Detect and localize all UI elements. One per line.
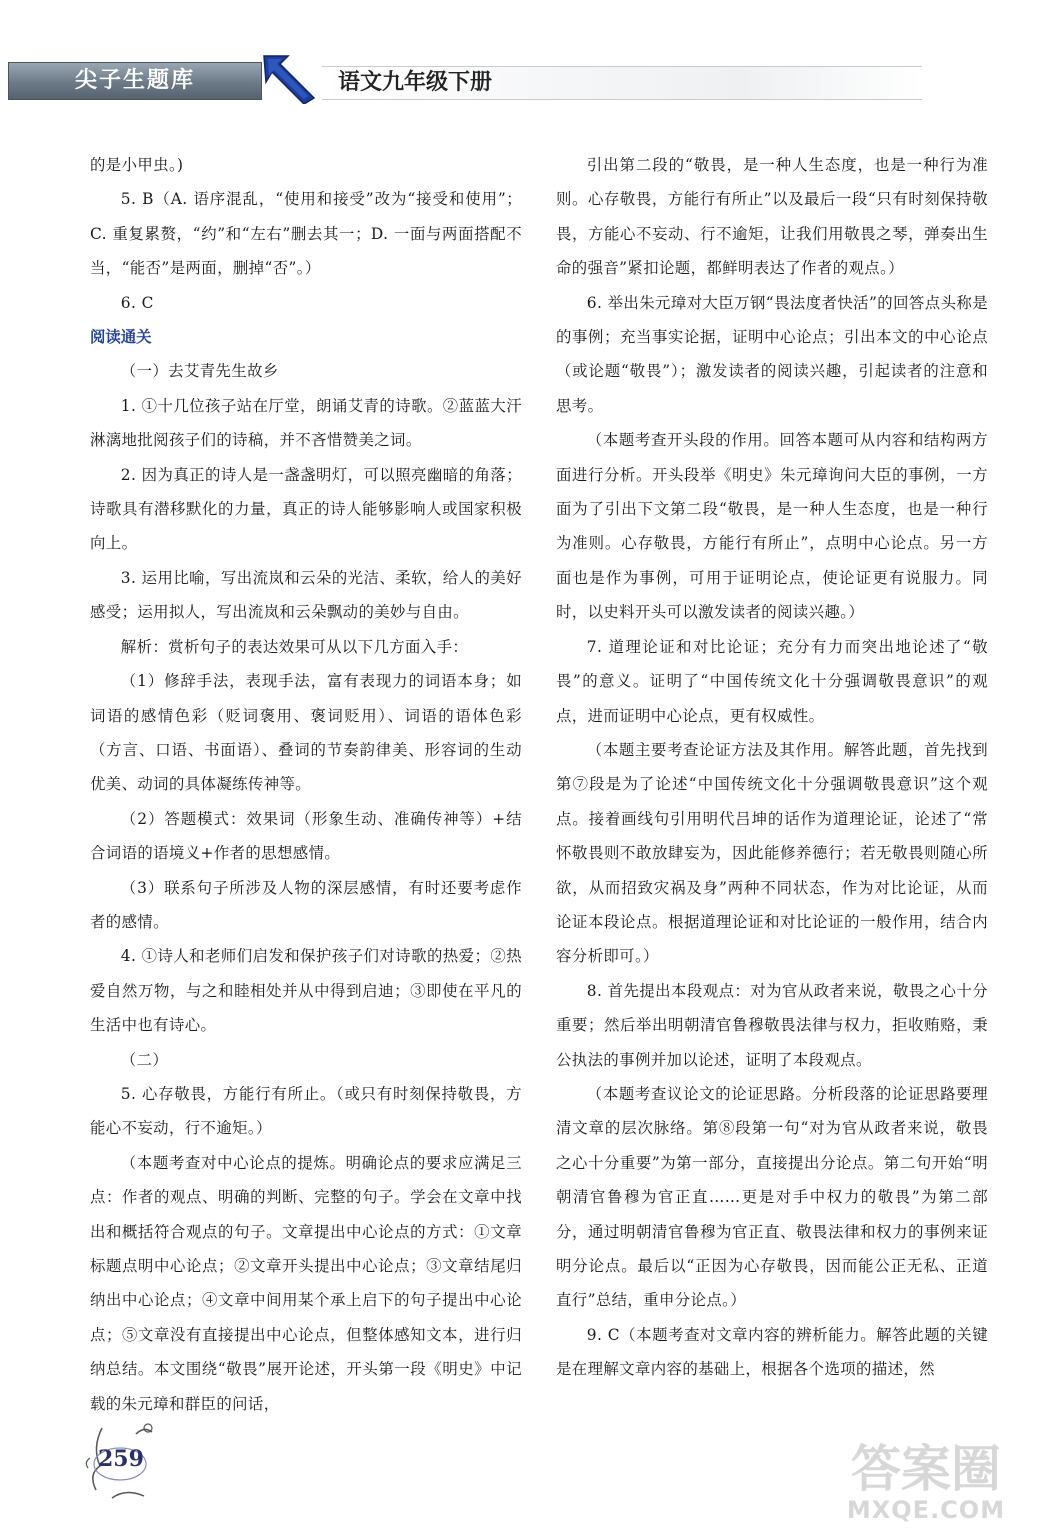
answer-paragraph: 9. C（本题考查对文章内容的辨析能力。解答此题的关键是在理解文章内容的基础上，根据各个选项的描述，然	[556, 1325, 988, 1379]
answer-paragraph: （本题考查议论文的论证思路。分析段落的论证思路要理清文章的层次脉络。第⑧段第一句“对为官从政者来说，敬畏之心十分重要”为第一部分，直接提出分论点。第二句开始“明朝清官鲁穆为官正直……更是对手中权力的敬畏”为第二部分，通过明朝清官鲁穆为官正直、敬畏法律和权力的事例来证明分论点。最后以“正因为心存敬畏，因而能公正无私、正道直行”总结，重申分论点。）	[556, 1084, 988, 1310]
subject-title: 语文九年级下册	[338, 70, 493, 95]
answer-paragraph: 引出第二段的“敬畏，是一种人生态度，也是一种行为准则。心存敬畏，方能行有所止”以及最后一段“只有时刻保持敬畏，方能心不妄动、行不逾矩，让我们用敬畏之琴，弹奏出生命的强音”紧扣论题，都鲜明表达了作者的观点。）	[556, 156, 988, 278]
page-number: 259	[98, 1446, 144, 1472]
brand-banner	[8, 62, 262, 100]
answer-paragraph: （二）	[120, 1050, 169, 1069]
right-column	[556, 148, 988, 1387]
answer-paragraph: 5. 心存敬畏，方能行有所止。（或只有时刻保持敬畏，方能心不妄动，行不逾矩。）	[90, 1084, 522, 1138]
subject-banner	[322, 66, 922, 100]
answer-paragraph: （本题考查开头段的作用。回答本题可从内容和结构两方面进行分析。开头段举《明史》朱元璋询问大臣的事例，一方面为了引出下文第二段“敬畏，是一种人生态度，也是一种行为准则。心存敬畏，方能行有所止”，点明中心论点。另一方面也是作为事例，可用于证明论点，使论证更有说服力。同时，以史料开头可以激发读者的阅读兴趣。）	[556, 431, 988, 622]
answer-paragraph: （本题主要考查论证方法及其作用。解答此题，首先找到第⑦段是为了论述“中国传统文化十分强调敬畏意识”这个观点。接着画线句引用明代吕坤的话作为道理论证，论述了“常怀敬畏则不敢放肆妄为，因此能修养德行；若无敬畏则随心所欲，从而招致灾祸及身”两种不同状态，作为对比论证，从而论证本段论点。根据道理论证和对比论证的一般作用，结合内容分析即可。）	[556, 740, 988, 966]
left-column	[90, 148, 522, 1421]
page-number-badge	[82, 1418, 172, 1508]
section-heading: 阅读通关	[90, 328, 152, 347]
answer-paragraph: 3. 运用比喻，写出流岚和云朵的光洁、柔软，给人的美好感受；运用拟人，写出流岚和云朵飘动的美妙与自由。	[90, 568, 522, 622]
answer-paragraph: 2. 因为真正的诗人是一盏盏明灯，可以照亮幽暗的角落；诗歌具有潜移默化的力量，真正的诗人能够影响人或国家积极向上。	[90, 465, 522, 553]
answer-paragraph: 解析：赏析句子的表达效果可从以下几方面入手：	[120, 637, 469, 656]
brand-title: 尖子生题库	[74, 68, 195, 93]
page-header	[0, 52, 1040, 104]
answer-paragraph: 的是小甲虫。)	[90, 156, 184, 174]
answer-paragraph: （2）答题模式：效果词（形象生动、准确传神等）+结合词语的语境义+作者的思想感情。	[90, 809, 522, 863]
answer-paragraph: 6. C	[120, 293, 154, 312]
answer-paragraph: （1）修辞手法，表现手法，富有表现力的词语本身；如词语的感情色彩（贬词褒用、褒词贬用）、词语的语体色彩（方言、口语、书面语）、叠词的节奏韵律美、形容词的生动优美、动词的具体凝练传神等。	[90, 672, 522, 794]
answer-paragraph: （一）去艾青先生故乡	[120, 362, 279, 381]
watermark-url: MXQE.COM	[846, 1496, 1006, 1524]
answer-paragraph: 7. 道理论证和对比论证；充分有力而突出地论述了“敬畏”的意义。证明了“中国传统文化十分强调敬畏意识”的观点，进而证明中心论点，更有权威性。	[556, 637, 988, 725]
answer-paragraph: 4. ①诗人和老师们启发和保护孩子们对诗歌的热爱；②热爱自然万物，与之和睦相处并从中得到启迪；③即使在平凡的生活中也有诗心。	[90, 947, 522, 1035]
answer-paragraph: （3）联系句子所涉及人物的深层感情，有时还要考虑作者的感情。	[90, 878, 522, 931]
answer-paragraph: 6. 举出朱元璋对大臣万钢“畏法度者快活”的回答点头称是的事例；充当事实论据，证明中心论点；引出本文的中心论点（或论题“敬畏”）；激发读者的阅读兴趣，引起读者的注意和思考。	[556, 293, 988, 415]
answer-paragraph: 8. 首先提出本段观点：对为官从政者来说，敬畏之心十分重要；然后举出明朝清官鲁穆敬畏法律与权力，拒收贿赂，秉公执法的事例并加以论述，证明了本段观点。	[556, 981, 988, 1069]
arrow-icon	[258, 52, 320, 104]
watermark-logo	[826, 1440, 1026, 1530]
answer-paragraph: 5. B（A. 语序混乱，“使用和接受”改为“接受和使用”；C. 重复累赘，“约”和“左右”删去其一；D. 一面与两面搭配不当，“能否”是两面，删掉“否”。）	[90, 190, 522, 278]
watermark-text: 答案圈	[851, 1440, 1001, 1498]
answer-paragraph: （本题考查对中心论点的提炼。明确论点的要求应满足三点：作者的观点、明确的判断、完整的句子。学会在文章中找出和概括符合观点的句子。文章提出中心论点的方式：①文章标题点明中心论点；②文章开头提出中心论点；③文章结尾归纳出中心论点；④文章中间用某个承上启下的句子提出中心论点；⑤文章没有直接提出中心论点，但整体感知文本，进行归纳总结。本文围绕“敬畏”展开论述，开头第一段《明史》中记载的朱元璋和群臣的问话，	[90, 1153, 522, 1413]
answer-paragraph: 1. ①十几位孩子站在厅堂，朗诵艾青的诗歌。②蓝蓝大汗淋漓地批阅孩子们的诗稿，并不吝惜赞美之词。	[90, 396, 522, 450]
